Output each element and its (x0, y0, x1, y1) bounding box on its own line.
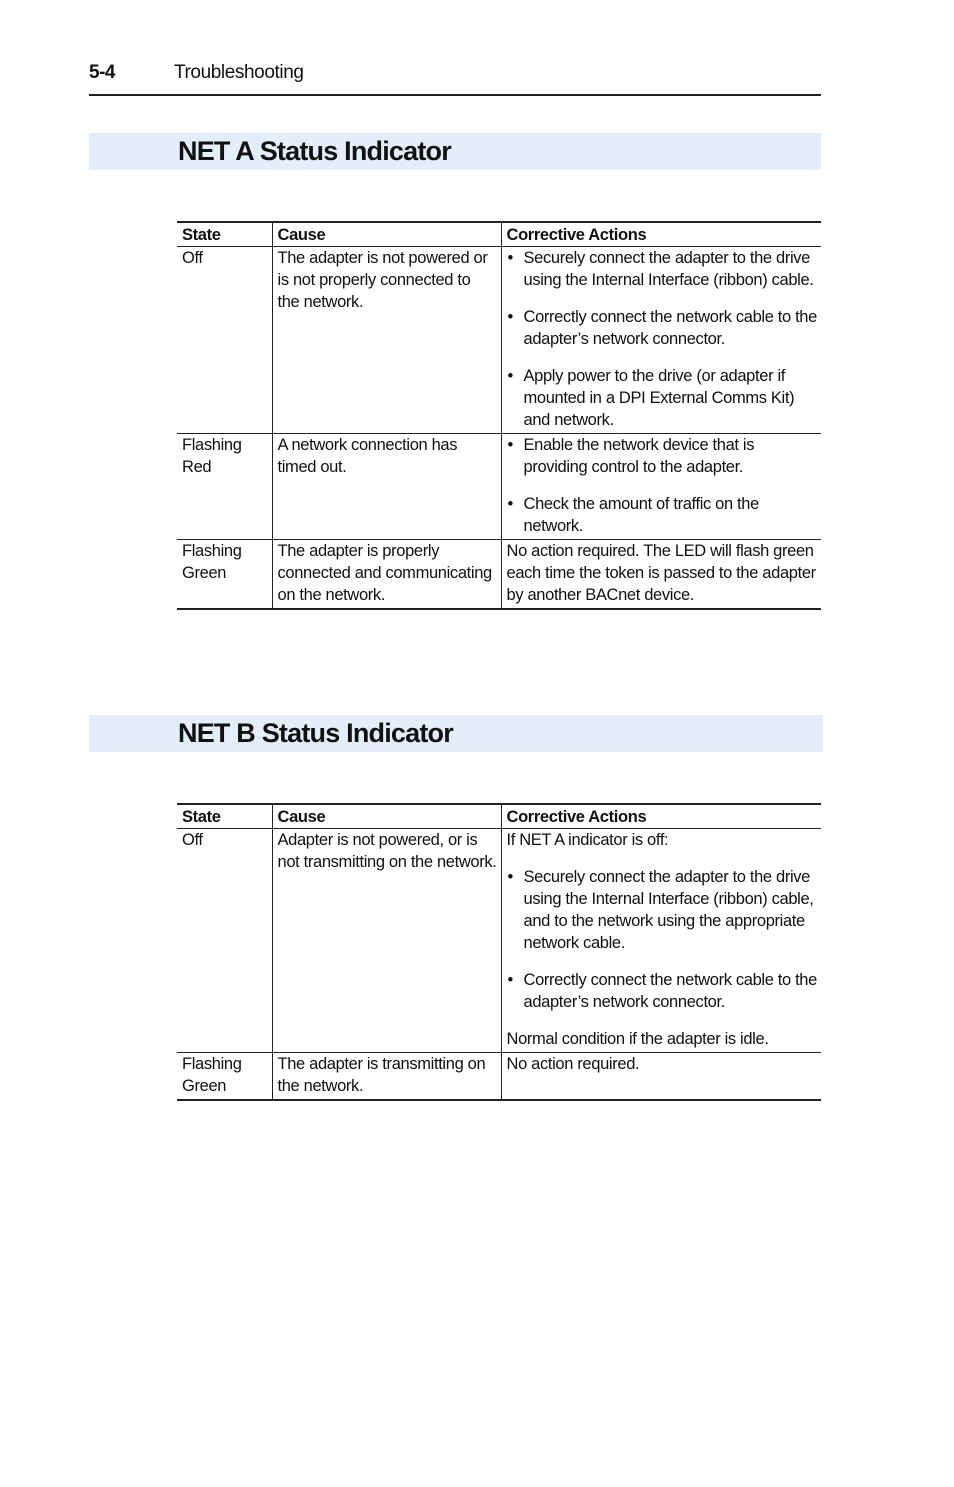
list-item (507, 969, 818, 1013)
table-row (177, 434, 821, 540)
action-text: Securely connect the adapter to the drive using the Internal Interface (ribbon) cable, and to the network using the appropriate network cable. (523, 868, 814, 952)
actions-cell: No action required. (501, 1053, 821, 1101)
page-header (89, 60, 821, 96)
net-a-heading-band (89, 133, 821, 170)
state-cell: Flashing Green (177, 540, 272, 610)
cause-cell: A network connection has timed out. (272, 434, 501, 540)
action-text: Correctly connect the network cable to the adapter’s network connector. (523, 308, 817, 348)
table-header-row (177, 804, 821, 829)
action-text: Apply power to the drive (or adapter if mounted in a DPI External Comms Kit) and network. (523, 367, 795, 429)
state-cell: Off (177, 829, 272, 1053)
list-item (507, 866, 818, 954)
bullet-icon: • (507, 308, 513, 326)
action-text: Correctly connect the network cable to the adapter’s network connector. (523, 971, 817, 1011)
actions-list (507, 247, 818, 431)
column-header-actions: Corrective Actions (501, 804, 821, 829)
cause-cell: Adapter is not powered, or is not transmitting on the network. (272, 829, 501, 1053)
column-header-state: State (177, 222, 272, 247)
table-row (177, 540, 821, 610)
state-cell: Flashing Red (177, 434, 272, 540)
list-item (507, 434, 818, 478)
page-number: 5-4 (89, 62, 115, 83)
action-text: Check the amount of traffic on the network. (523, 495, 759, 535)
actions-intro: If NET A indicator is off: (506, 831, 669, 849)
actions-outro: Normal condition if the adapter is idle. (506, 1030, 769, 1048)
list-item (507, 365, 818, 431)
bullet-icon: • (507, 249, 513, 267)
cause-cell: The adapter is properly connected and communicating on the network. (272, 540, 501, 610)
bullet-icon: • (507, 971, 513, 989)
net-b-heading: NET B Status Indicator (178, 718, 453, 748)
actions-cell (501, 434, 821, 540)
net-a-heading: NET A Status Indicator (178, 136, 451, 166)
list-item (507, 306, 818, 350)
actions-cell (501, 829, 821, 1053)
column-header-cause: Cause (272, 222, 501, 247)
table-header-row (177, 222, 821, 247)
actions-cell (501, 247, 821, 434)
table-row (177, 1053, 821, 1101)
column-header-cause: Cause (272, 804, 501, 829)
state-cell: Flashing Green (177, 1053, 272, 1101)
cause-cell: The adapter is not powered or is not properly connected to the network. (272, 247, 501, 434)
net-b-heading-band (89, 715, 823, 752)
action-text: Enable the network device that is providing control to the adapter. (523, 436, 755, 476)
list-item (507, 493, 818, 537)
bullet-icon: • (507, 436, 513, 454)
net-a-status-table (177, 221, 821, 610)
column-header-actions: Corrective Actions (501, 222, 821, 247)
bullet-icon: • (507, 367, 513, 385)
table-row (177, 247, 821, 434)
bullet-icon: • (507, 495, 513, 513)
cause-cell: The adapter is transmitting on the network. (272, 1053, 501, 1101)
actions-cell: No action required. The LED will flash green each time the token is passed to the adapter by another BACnet device. (501, 540, 821, 610)
list-item (507, 247, 818, 291)
actions-list (507, 434, 818, 537)
actions-list (507, 866, 818, 1013)
net-b-status-table (177, 803, 821, 1101)
action-text: Securely connect the adapter to the drive using the Internal Interface (ribbon) cable. (523, 249, 814, 289)
bullet-icon: • (507, 868, 513, 886)
column-header-state: State (177, 804, 272, 829)
table-row (177, 829, 821, 1053)
state-cell: Off (177, 247, 272, 434)
chapter-title: Troubleshooting (174, 62, 304, 83)
